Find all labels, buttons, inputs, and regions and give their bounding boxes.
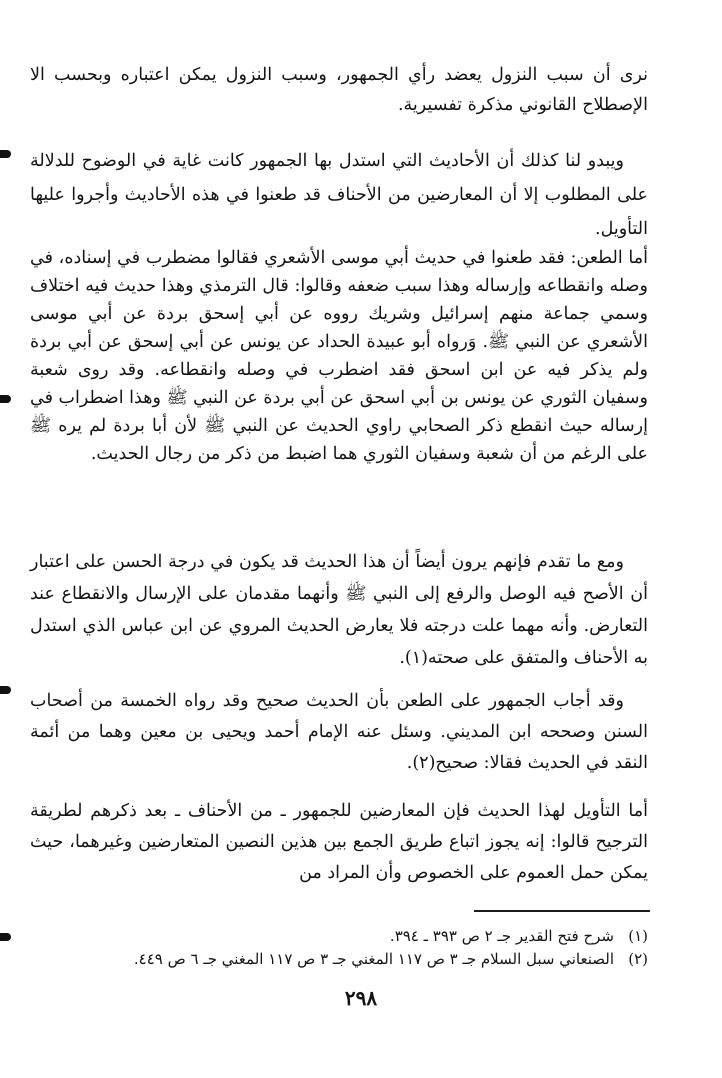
scan-edge-mark [0, 150, 11, 158]
paragraph-3 [30, 244, 648, 468]
paragraph-4 [30, 546, 648, 674]
footnote-2 [30, 948, 648, 970]
page-number: ٢٩٨ [344, 986, 378, 1010]
footnote-divider [474, 910, 650, 912]
paragraph-5 [30, 686, 648, 779]
footnote-1 [30, 925, 648, 947]
paragraph-2-body: ويبدو لنا كذلك أن الأحاديث التي استدل بها الجمهور كانت غاية في الوضوح للدلالة على المطلوب إلا أن المعارضين من الأحناف قد طعنوا في هذه الأحاديث وأجروا عليها التأويل. [30, 151, 648, 239]
paragraph-2 [30, 144, 648, 246]
paragraph-1 [30, 60, 648, 120]
paragraph-4-body: ومع ما تقدم فإنهم يرون أيضاً أن هذا الحديث قد يكون في درجة الحسن على اعتبار أن الأصح فيه الوصل والرفع إلى النبي ﷺ وأنهما مقدمان على الإرسال والانقطاع عند التعارض. وأنه مهما علت درجته فلا يعارض الحديث المروي عن ابن عباس الذي استدل به الأحناف والمتفق على صحته(١). [30, 552, 648, 668]
footnote-1-text: شرح فتح القدير جـ ٢ ص ٣٩٣ ـ ٣٩٤. [389, 927, 614, 945]
footnote-2-text: الصنعاني سبل السلام جـ ٣ ص ١١٧ المغني جـ ٣ ص ١١٧ المغني جـ ٦ ص ٤٤٩. [133, 950, 614, 968]
paragraph-3-text: أما الطعن: فقد طعنوا في حديث أبي موسى الأشعري فقالوا مضطرب في إسناده، في وصله وانقطاعه وإرساله وهذا سبب ضعفه وقالوا: قال الترمذي وهذا حديث فيه اختلاف وسمي جماعة منهم إسرائيل وشريك رووه عن أبي إسحق بردة عن أبي موسى الأشعري عن النبي ﷺ. وَرواه أبو عبيدة الحداد عن يونس عن أبي إسحق عن أبي بردة ولم يذكر فيه عن ابن اسحق فقد اضطرب في وصله وانقطاعه. وقد روى شعبة وسفيان الثوري عن يونس بن أبي اسحق عن أبي بردة عن النبي ﷺ وهذا اضطراب في إرساله حيث انقطع ذكر الصحابي راوي الحديث عن النبي ﷺ لأن أبا بردة لم يره ﷺ على الرغم من أن شعبة وسفيان الثوري هما اضبط من ذكر من رجال الحديث. [30, 248, 648, 464]
scan-edge-mark [0, 686, 11, 694]
paragraph-5-text [30, 686, 648, 779]
scan-edge-mark [0, 933, 11, 941]
paragraph-6-text: أما التأويل لهذا الحديث فإن المعارضين للجمهور ـ من الأحناف ـ بعد ذكرهم لطريقة الترجيح قالوا: إنه يجوز اتباع طريق الجمع بين هذين النصين المتعارضين وغيرهما، حيث يمكن حمل العموم على الخصوص وأن المراد من [30, 801, 648, 883]
paragraph-6 [30, 796, 648, 889]
paragraph-2-text [30, 144, 648, 246]
footnote-1-number: (١) [628, 927, 648, 945]
paragraph-1-text: نرى أن سبب النزول يعضد رأي الجمهور، وسبب النزول يمكن اعتباره وبحسب الا الإصطلاح القانوني مذكرة تفسيرية. [30, 65, 648, 115]
paragraph-5-body: وقد أجاب الجمهور على الطعن بأن الحديث صحيح وقد رواه الخمسة من أصحاب السنن وصححه ابن المديني. وسئل عنه الإمام أحمد ويحيى بن معين وهما من أئمة النقد في الحديث فقالا: صحيح(٢). [30, 691, 648, 773]
footnote-2-number: (٢) [628, 950, 648, 968]
scan-edge-mark [0, 395, 11, 403]
paragraph-4-text [30, 546, 648, 674]
